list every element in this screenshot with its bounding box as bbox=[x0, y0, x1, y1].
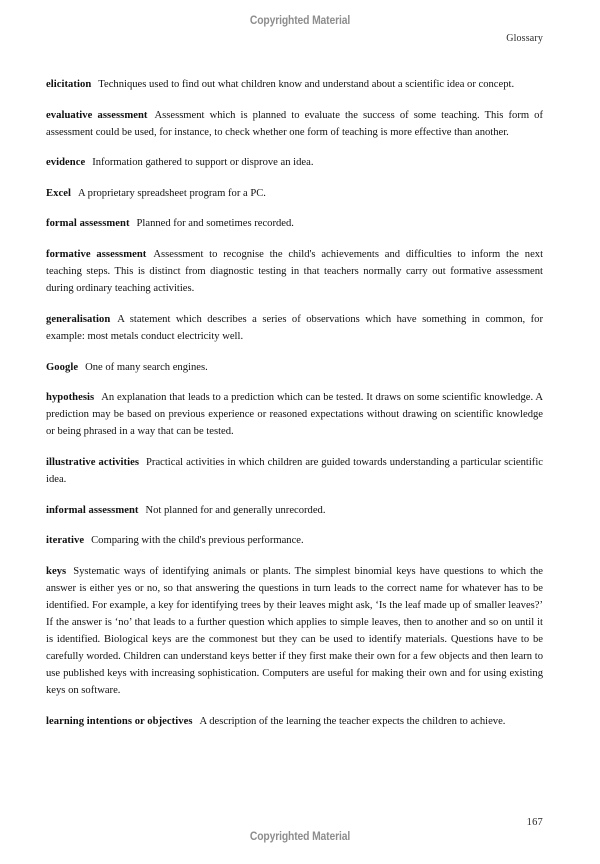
glossary-definition: Assessment which is planned to evaluate the success of some teaching. This form of assessment could be used, for instance, to check whether one form of teaching is more effective than another. bbox=[46, 109, 543, 138]
glossary-entry bbox=[46, 454, 543, 488]
glossary-definition: Assessment to recognise the child's achievements and difficulties to inform the next teaching steps. This is distinct from diagnostic testing in that teachers normally carry out formative assessment during ordinary teaching activities. bbox=[46, 249, 544, 295]
glossary-entry bbox=[46, 76, 543, 93]
glossary-term: formal assessment bbox=[46, 218, 130, 230]
glossary-entry bbox=[46, 359, 543, 376]
glossary-entry bbox=[46, 215, 543, 232]
glossary-definition: Systematic ways of identifying animals or plants. The simplest binomial keys have questions to which the answer is either yes or no, so that answering the questions in turn leads to the correct name for whatever has to be identified. For example, a key for identifying trees by their leaves might ask, ‘Is the leaf made up of smaller leaves?’ If the answer is ‘no’ that leads to a further question which applies to simple leaves, then to another and so on until it is identified. Biological keys are the commonest but they can be used to identify materials. Questions have to be carefully worded. Children can understand keys better if they first make their own for a few objects and then learn to use published keys with increasing sophistication. Computers are useful for making their own and for using existing keys on software. bbox=[46, 565, 543, 697]
glossary-entry bbox=[46, 246, 543, 297]
glossary-definition: One of many search engines. bbox=[85, 361, 208, 373]
copyright-watermark-top: Copyrighted Material bbox=[249, 15, 351, 27]
glossary-term: Excel bbox=[46, 187, 71, 199]
glossary-entry bbox=[46, 389, 543, 440]
glossary-term: learning intentions or objectives bbox=[46, 716, 193, 728]
glossary-entry bbox=[46, 532, 543, 549]
glossary-entry bbox=[46, 185, 543, 202]
page-number: 167 bbox=[526, 817, 543, 828]
glossary-definition: A description of the learning the teacher expects the children to achieve. bbox=[199, 716, 506, 728]
glossary-term: keys bbox=[46, 565, 67, 577]
glossary-term: hypothesis bbox=[46, 392, 95, 404]
glossary-term: illustrative activities bbox=[46, 456, 140, 468]
glossary-entry bbox=[46, 107, 543, 141]
glossary-definition: Planned for and sometimes recorded. bbox=[136, 218, 294, 230]
glossary-term: iterative bbox=[46, 535, 85, 547]
running-head: Glossary bbox=[506, 33, 543, 44]
glossary-term: formative assessment bbox=[46, 249, 147, 261]
glossary-definition: Techniques used to find out what children know and understand about a scientific idea or concept. bbox=[98, 79, 515, 90]
glossary-definition: A proprietary spreadsheet program for a PC. bbox=[77, 187, 266, 199]
glossary-definition: Practical activities in which children are guided towards understanding a particular scientific idea. bbox=[46, 456, 543, 485]
glossary-definition: Comparing with the child's previous performance. bbox=[91, 535, 304, 547]
glossary-term: evaluative assessment bbox=[46, 109, 148, 121]
glossary-entry bbox=[46, 154, 543, 171]
glossary-definition: Not planned for and generally unrecorded. bbox=[145, 504, 326, 516]
copyright-watermark-bottom: Copyrighted Material bbox=[249, 831, 351, 843]
glossary-definition: A statement which describes a series of observations which have something in common, for example: most metals conduct electricity well. bbox=[46, 313, 543, 342]
glossary-entry bbox=[46, 563, 543, 700]
glossary-term: evidence bbox=[46, 157, 86, 169]
glossary-entry bbox=[46, 713, 543, 730]
glossary-entry bbox=[46, 502, 543, 519]
glossary-entry bbox=[46, 311, 543, 345]
glossary-term: Google bbox=[46, 361, 79, 373]
glossary-term: elicitation bbox=[46, 79, 92, 90]
glossary-definition: An explanation that leads to a prediction which can be tested. It draws on some scientific knowledge. A prediction may be based on previous experience or reasoned expectations without drawing on scientific knowledge or being phrased in a way that can be tested. bbox=[46, 392, 543, 438]
glossary-definition: Information gathered to support or disprove an idea. bbox=[92, 157, 314, 169]
glossary-entry-list bbox=[46, 76, 543, 730]
glossary-term: informal assessment bbox=[46, 504, 139, 516]
glossary-term: generalisation bbox=[46, 313, 111, 325]
